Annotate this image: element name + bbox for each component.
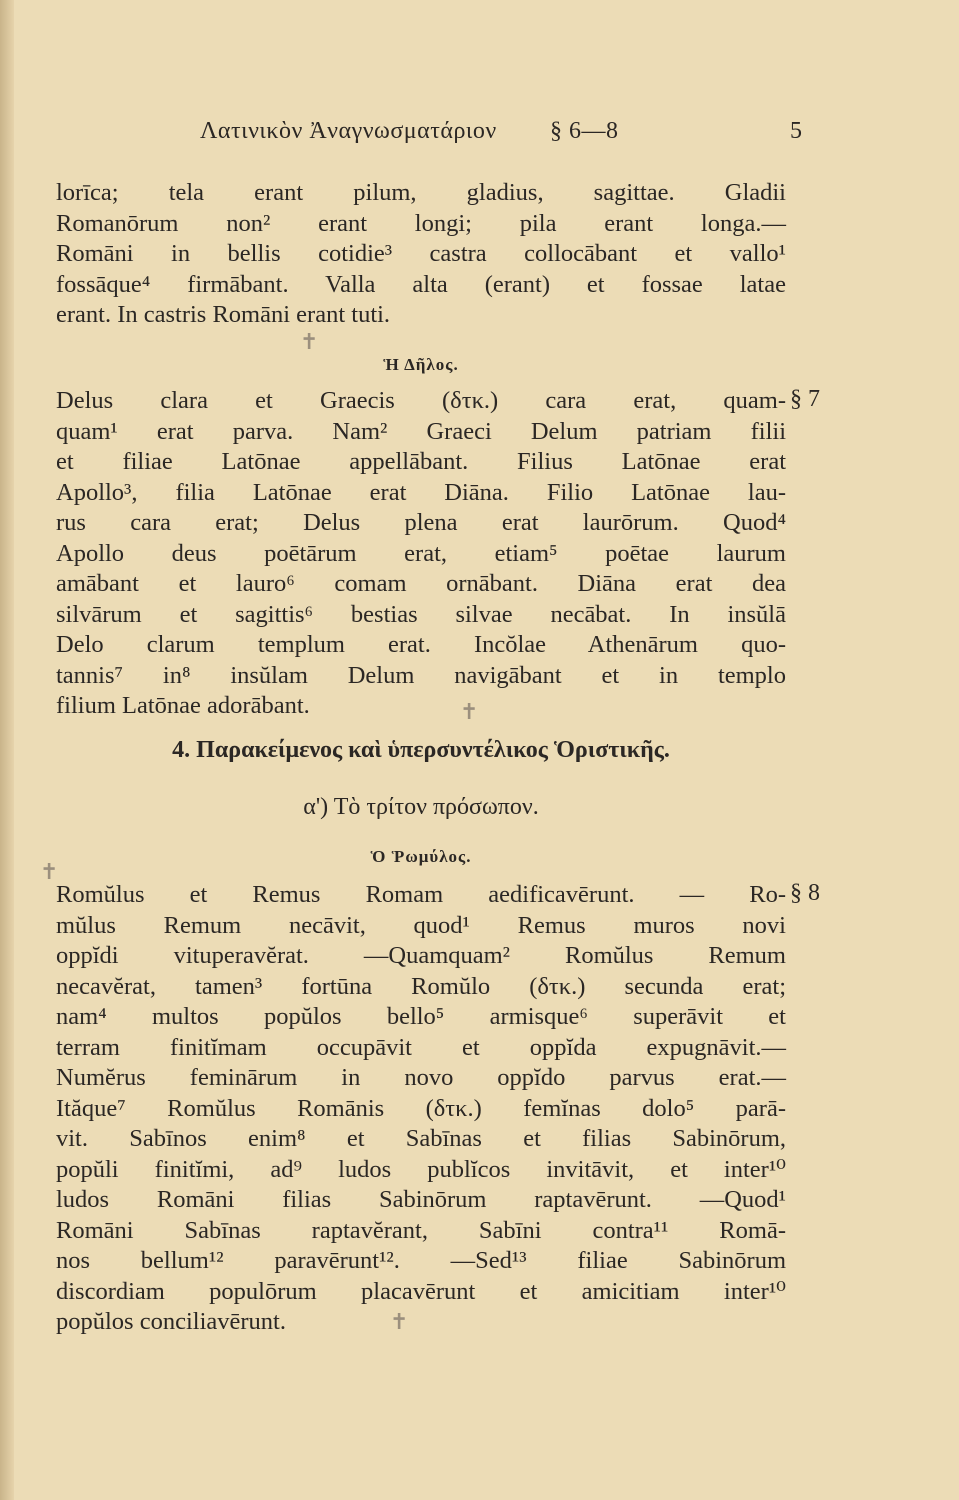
delos-text-line: Apollo deus poētārum erat, etiam⁵ poētae laurum (56, 539, 786, 567)
page-number: 5 (790, 118, 803, 144)
delos-text-line: quam¹ erat parva. Nam² Graeci Delum patriam filii (56, 417, 786, 445)
romulus-text-line: mŭlus Remum necāvit, quod¹ Remus muros novi (56, 911, 786, 939)
top-text-line: erant. In castris Romāni erant tuti. (56, 301, 391, 328)
section-mark-7: § 7 (790, 386, 820, 412)
heading-third-person: α') Τὸ τρίτον πρόσωπον. (303, 794, 539, 820)
running-header (200, 118, 803, 154)
romulus-text-line: vit. Sabīnos enim⁸ et Sabīnas et filias Sabinōrum, (56, 1125, 786, 1152)
delos-text-line: Delo clarum templum erat. Incŏlae Athenārum quo- (56, 631, 786, 658)
romulus-text-line: nam⁴ multos popŭlos bello⁵ armisque⁶ superāvit et (56, 1003, 786, 1030)
page-binding-edge (0, 0, 14, 1500)
delos-text-line: silvārum et sagittis⁶ bestias silvae necābat. In insŭlā (56, 600, 786, 628)
pencil-mark-icon: ✝ (390, 1310, 409, 1335)
delos-text-line: Apollo³, filia Latōnae erat Diāna. Filio Latōnae lau- (56, 478, 786, 506)
romulus-text-line: Numĕrus feminārum in novo oppĭdo parvus erat.— (56, 1064, 786, 1091)
delos-text-line: tannis⁷ in⁸ insŭlam Delum navigābant et in templo (56, 661, 786, 689)
delos-text-line: Delus clara et Graecis (δτκ.) cara erat, quam- (56, 387, 786, 414)
pencil-mark-icon: ✝ (460, 700, 479, 725)
pencil-mark-icon: ✝ (40, 860, 59, 885)
top-text-line: Romanōrum non² erant longi; pila erant longa.— (56, 209, 786, 237)
pencil-mark-icon: ✝ (300, 330, 319, 355)
romulus-text-line: oppĭdi vituperavĕrat. —Quamquam² Romŭlus Remum (56, 942, 786, 969)
top-text-line: fossāque⁴ firmābant. Valla alta (erant) et fossae latae (56, 270, 786, 298)
top-text-line: Romāni in bellis cotidie³ castra collocābant et vallo¹ (56, 240, 786, 267)
romulus-text-line: necavĕrat, tamen³ fortūna Romŭlo (δτκ.) secunda erat; (56, 972, 786, 1000)
top-text-line: lorīca; tela erant pilum, gladius, sagittae. Gladii (56, 179, 786, 206)
romulus-text-line: Romŭlus et Remus Romam aedificavērunt. — Ro- (56, 881, 786, 908)
romulus-text-line: ludos Romāni filias Sabinōrum raptavērunt. —Quod¹ (56, 1186, 786, 1213)
romulus-text-line: popŭli finitĭmi, ad⁹ ludos publĭcos invitāvit, et inter¹⁰ (56, 1155, 786, 1183)
delos-text-line: amābant et lauro⁶ comam ornābant. Diāna erat dea (56, 570, 786, 597)
delos-text-line: filium Latōnae adorābant. (56, 692, 310, 719)
heading-delos: Ἡ Δῆλος. (383, 355, 459, 374)
delos-text-line: et filiae Latōnae appellābant. Filius Latōnae erat (56, 448, 786, 475)
romulus-text-line: nos bellum¹² paravērunt¹². —Sed¹³ filiae Sabinōrum (56, 1247, 786, 1274)
romulus-text-line: Romāni Sabīnas raptavĕrant, Sabīni contra¹¹ Romā- (56, 1216, 786, 1244)
book-title: Λατινικὸν Ἀναγνωσματάριον (200, 118, 497, 144)
romulus-text-line: discordiam populōrum placavērunt et amicitiam inter¹⁰ (56, 1277, 786, 1305)
delos-text-line: rus cara erat; Delus plena erat laurōrum. Quod⁴ (56, 509, 786, 536)
romulus-text-line: Ităque⁷ Romŭlus Romānis (δτκ.) femĭnas dolo⁵ parā- (56, 1094, 786, 1122)
section-mark-8: § 8 (790, 880, 820, 906)
heading-romulus: Ὁ Ῥωμύλος. (370, 847, 472, 866)
heading-4: 4. Παρακείμενος καὶ ὑπερσυντέλικος Ὁριστικῆς. (172, 737, 670, 763)
romulus-text-line: terram finitĭmam occupāvit et oppĭda expugnāvit.— (56, 1033, 786, 1061)
romulus-text-line: popŭlos conciliavērunt. (56, 1308, 286, 1335)
section-range: § 6—8 (550, 118, 619, 144)
